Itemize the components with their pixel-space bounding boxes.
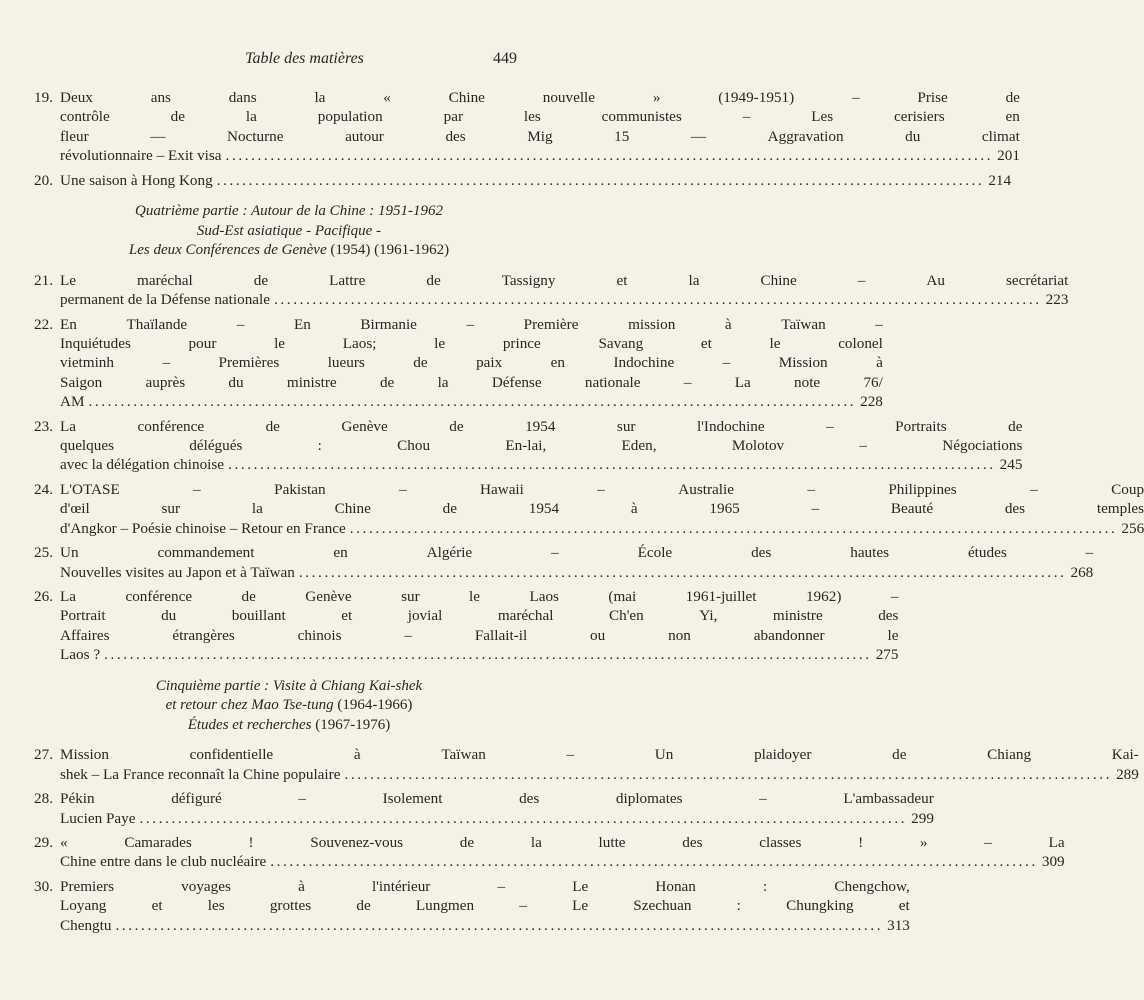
toc-entry-line: « Camarades ! Souvenez-vous de la lutte des classes ! » – La (60, 833, 1065, 851)
toc-entry (34, 745, 1139, 784)
toc-entry-line: Le maréchal de Lattre de Tassigny et la Chine – Au secrétariat (60, 271, 1069, 289)
toc-entry-line: vietminh – Premières lueurs de paix en Indochine – Mission à (60, 354, 883, 372)
toc-entry-page: 256 (1121, 519, 1144, 537)
toc-entry-number: 27. (34, 746, 53, 764)
toc-entry-last-text: révolutionnaire – Exit visa (60, 147, 222, 165)
dot-leader: ........................................................................................................................ (88, 393, 857, 411)
toc-group-part5 (34, 745, 1139, 935)
toc-entry-last-line (60, 290, 1068, 309)
toc-entry-line: contrôle de la population par les communistes – Les cerisiers en (60, 108, 1020, 126)
toc-entry (34, 88, 1020, 166)
toc-entry-last-text: Laos ? (60, 646, 101, 664)
part-heading-4 (60, 202, 518, 261)
toc-entry-body (60, 417, 1022, 475)
toc-entry-number: 23. (34, 417, 53, 435)
dot-leader: ........................................................................................................................ (225, 147, 994, 165)
toc-entry-line: Portrait du bouillant et jovial maréchal Ch'en Yi, ministre des (60, 607, 899, 625)
toc-entry-page: 245 (999, 456, 1023, 474)
toc-entry-body (60, 171, 1011, 190)
toc-entry-page: 275 (875, 646, 899, 664)
toc-entry-number: 20. (34, 171, 53, 189)
toc-entry-line: Affaires étrangères chinois – Fallait-il ou non abandonner le (60, 626, 899, 644)
part-5-subtitle-rest: (1964-1966) (337, 697, 413, 714)
dot-leader: ........................................................................................................................ (139, 809, 908, 827)
dot-leader: ........................................................................................................................ (228, 456, 996, 474)
toc-entry-line: Pékin défiguré – Isolement des diplomates – L'ambassadeur (60, 790, 934, 808)
toc-entry-last-line (60, 645, 898, 664)
dot-leader: ........................................................................................................................ (298, 563, 1067, 581)
part-4-line3-italic: Les deux Conférences de Genève (128, 242, 327, 259)
toc-entry-last-line (60, 563, 1093, 582)
toc-entry (34, 315, 883, 412)
toc-entry-body (60, 88, 1020, 166)
toc-entry-last-text: permanent de la Défense nationale (60, 291, 270, 309)
toc-entry-body (60, 877, 910, 935)
toc-entry-last-line (60, 519, 1144, 538)
toc-entry-page: 299 (911, 809, 934, 827)
toc-entry-last-line (60, 809, 934, 828)
toc-entry-line: Loyang et les grottes de Lungmen – Le Szechuan : Chungking et (60, 897, 910, 915)
toc-entry (34, 543, 1094, 582)
toc-entry-page: 214 (988, 171, 1012, 189)
toc-entry (34, 789, 934, 828)
toc-entry-page: 289 (1116, 765, 1139, 783)
toc-entry-page: 268 (1070, 563, 1094, 581)
toc-entry-body (60, 745, 1139, 784)
part-heading-5 (60, 677, 518, 736)
part-4-subtitle: Sud-Est asiatique - Pacifique - (196, 222, 382, 239)
toc-entry-body (60, 587, 898, 665)
toc-entry-last-line (60, 146, 1020, 165)
toc-entry (34, 833, 1065, 872)
toc-entry-number: 26. (34, 587, 53, 605)
toc-entry-last-line (60, 916, 910, 935)
toc-entry-line: Un commandement en Algérie – École des hautes études – (60, 544, 1094, 562)
toc-entry-line: Saigon auprès du ministre de la Défense nationale – La note 76/ (60, 373, 883, 391)
toc-entry-body (60, 543, 1093, 582)
part-5-line3-rest: (1967-1976) (315, 716, 391, 733)
toc-entry-last-line (60, 455, 1022, 474)
toc-entry (34, 171, 1012, 190)
dot-leader: ........................................................................................................................ (270, 853, 1038, 871)
toc-entry-last-text: Lucien Paye (60, 809, 136, 827)
dot-leader: ........................................................................................................................ (104, 646, 872, 664)
toc-entry-line: L'OTASE – Pakistan – Hawaii – Australie – Philippines – Coup (60, 480, 1144, 498)
part-5-subtitle (60, 696, 518, 716)
dot-leader: ........................................................................................................................ (344, 765, 1113, 783)
toc-entry-line: La conférence de Genève sur le Laos (mai 1961-juillet 1962) – (60, 587, 899, 605)
toc-entry-number: 28. (34, 790, 53, 808)
toc-entry-number: 24. (34, 480, 53, 498)
toc-entry-number: 25. (34, 544, 53, 562)
dot-leader: ........................................................................................................................ (349, 519, 1118, 537)
toc-entry-body (60, 833, 1065, 872)
dot-leader: ........................................................................................................................ (216, 171, 985, 189)
toc-entry-number: 19. (34, 89, 53, 106)
toc-entry-last-text: Chine entre dans le club nucléaire (60, 853, 267, 871)
toc-entry (34, 480, 1144, 538)
toc-entry-line: quelques délégués : Chou En-lai, Eden, Molotov – Négociations (60, 437, 1023, 455)
toc-entry-line: fleur — Nocturne autour des Mig 15 — Aggravation du climat (60, 127, 1020, 145)
toc-entry-number: 22. (34, 315, 53, 333)
part-5-title: Cinquième partie : Visite à Chiang Kai-shek (155, 677, 423, 694)
table-of-contents (34, 88, 1144, 940)
toc-entry (34, 417, 1023, 475)
toc-entry-last-text: Nouvelles visites au Japon et à Taïwan (60, 563, 295, 581)
toc-entry-last-line (60, 171, 1011, 190)
running-header-title: Table des matières (245, 50, 364, 67)
toc-entry (34, 587, 899, 665)
dot-leader: ........................................................................................................................ (274, 291, 1042, 309)
toc-entry-page: 313 (887, 916, 910, 934)
toc-entry (34, 271, 1069, 310)
toc-entry-line: La conférence de Genève de 1954 sur l'Indochine – Portraits de (60, 417, 1023, 435)
part-5-subtitle-italic: et retour chez Mao Tse-tung (165, 697, 334, 714)
part-4-title: Quatrième partie : Autour de la Chine : 1951-1962 (134, 203, 444, 220)
toc-entry-last-text: AM (60, 393, 85, 411)
toc-entry-number: 21. (34, 271, 53, 289)
dot-leader: ........................................................................................................................ (115, 916, 884, 934)
toc-entry (34, 877, 910, 935)
part-4-line3-rest: (1954) (1961-1962) (330, 242, 450, 259)
toc-entry-line: En Thaïlande – En Birmanie – Première mission à Taïwan – (60, 315, 883, 333)
toc-group-part4 (34, 271, 1144, 665)
toc-entry-line: d'œil sur la Chine de 1954 à 1965 – Beauté des temples (60, 500, 1144, 518)
toc-entry-last-line (60, 852, 1065, 871)
toc-entry-body (60, 271, 1068, 310)
toc-entry-last-text: shek – La France reconnaît la Chine populaire (60, 765, 341, 783)
toc-entry-line: Deux ans dans la « Chine nouvelle » (1949-1951) – Prise de (60, 89, 1020, 106)
toc-entry-last-text: avec la délégation chinoise (60, 456, 225, 474)
toc-entry-body (60, 480, 1144, 538)
toc-entry-page: 228 (860, 393, 883, 411)
toc-entry-last-line (60, 765, 1139, 784)
toc-entry-number: 30. (34, 877, 53, 895)
part-5-line3-italic: Études et recherches (187, 716, 312, 733)
toc-entry-last-text: Chengtu (60, 916, 112, 934)
toc-entry-page: 223 (1045, 291, 1069, 309)
toc-entry-page: 309 (1041, 853, 1065, 871)
part-5-line3 (60, 716, 518, 736)
toc-entry-line: Premiers voyages à l'intérieur – Le Honan : Chengchow, (60, 877, 910, 895)
toc-entry-last-line (60, 392, 883, 411)
toc-entry-last-text: d'Angkor – Poésie chinoise – Retour en France (60, 519, 346, 537)
toc-group-part3 (34, 88, 1020, 190)
toc-entry-body (60, 315, 883, 412)
page-number: 449 (493, 50, 517, 67)
toc-entry-number: 29. (34, 833, 53, 851)
toc-entry-last-text: Une saison à Hong Kong (60, 171, 213, 189)
part-4-line3 (60, 241, 518, 261)
toc-entry-line: Inquiétudes pour le Laos; le prince Savang et le colonel (60, 335, 883, 353)
toc-entry-page: 201 (997, 147, 1020, 165)
toc-entry-body (60, 789, 934, 828)
toc-entry-line: Mission confidentielle à Taïwan – Un plaidoyer de Chiang Kai- (60, 746, 1139, 764)
